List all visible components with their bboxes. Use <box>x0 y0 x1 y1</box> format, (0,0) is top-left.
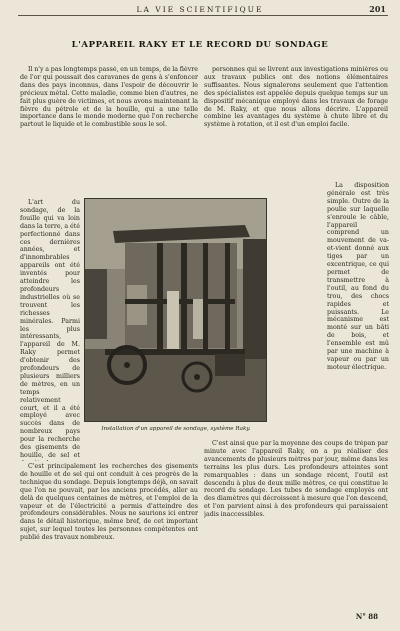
footer-mark: N° 88 <box>355 612 378 621</box>
running-title: LA VIE SCIENTIFIQUE <box>136 5 264 14</box>
right-paragraph-2: La disposition générale est très simple. Outre de la poulie sur laquelle s'enroule le câble, l'appareil comprend un mouvement de va-et-vient donné aux tiges par un excentrique, ce qui permet de transmettre à l'outil, au fond du trou, des chocs rapides et puissants. Le mécanisme est monté sur un bâti de bois, et l'ensemble est mû par une machine à vapeur ou par un moteur électrique. <box>327 182 389 371</box>
page-number: 201 <box>369 4 386 14</box>
left-column-bottom <box>20 463 198 623</box>
right-paragraph-1: personnes qui se livrent aux investigations minières ou aux travaux publics ont des notions élémentaires suffisantes. Nous signalerons seulement que l'attention des spécialistes est appelée depuis quelque temps sur un dispositif mécanique employé dans les travaux de forage de M. Raky, et que nous allons décrire. L'appareil combine les avantages du système à chute libre et du système à rotation, et il est d'un emploi facile. <box>204 66 388 129</box>
left-column-top <box>20 66 198 198</box>
right-column-narrow <box>327 182 389 444</box>
figure-caption: Installation d'un appareil de sondage, système Raky. <box>101 426 251 432</box>
left-paragraph-3: C'est principalement les recherches des gisements de houille et de sel qui ont conduit à ces progrès de la technique du sondage. Depuis longtemps déjà, on savait que l'on ne pouvait, par les anciens procédés, aller au delà de quelques centaines de mètres, et l'emploi de la vapeur et de l'électricité a permis d'atteindre des profondeurs considérables. Nous ne saurions ici entrer dans le détail historique, même bref, de cet important sujet, sur lequel toutes les personnes compétentes ont publié des travaux nombreux. <box>20 463 198 542</box>
right-paragraph-3: C'est ainsi que par la moyenne des coups de trépan par minute avec l'appareil Raky, on a pu réaliser des avancements de plusieurs mètres par jour, même dans les terrains les plus durs. Les profondeurs atteintes sont remarquables : dans un sondage récent, l'outil est descendu à plus de deux mille mètres, ce qui constitue le record du sondage. Les tubes de sondage employés ont des diamètres qui décroissent à mesure que l'on descend, et l'on parvient ainsi à des profondeurs qui paraissaient jadis inaccessibles. <box>204 440 388 519</box>
left-column-narrow <box>20 199 80 461</box>
right-column-top <box>204 66 388 182</box>
right-column-bottom <box>204 440 388 610</box>
header-rule <box>18 15 388 16</box>
drilling-rig-illustration <box>85 199 266 421</box>
left-paragraph-2: L'art du sondage, de la fouille qui va loin dans la terre, a été perfectionné dans ces dernières années, et d'innombrables appareils ont été inventés pour atteindre les profondeurs industrielles où se trouvent les richesses minérales. Parmi les plus intéressants, l'appareil de M. Raky permet d'obtenir des profondeurs de plusieurs milliers de mètres, en un temps relativement court, et il a été employé avec succès dans de nombreux pays pour la recherche des gisements de houille, de sel et <box>20 199 80 459</box>
drilling-rig-photo <box>84 198 267 422</box>
left-paragraph-1: Il n'y a pas longtemps passé, en un temps, de la fièvre de l'or qui poussait des caravanes de gens à s'enfoncer dans des pays inconnus, dans l'espoir de découvrir le précieux métal. Cette maladie, comme bien d'autres, ne fait plus guère de victimes, et nous avons maintenant la fièvre du pétrole et de la houille, qui a une telle importance dans le monde moderne que l'on recherche partout le liquide et le combustible sous le sol. <box>20 66 198 129</box>
article-title: L'APPAREIL RAKY ET LE RECORD DU SONDAGE <box>71 40 329 50</box>
